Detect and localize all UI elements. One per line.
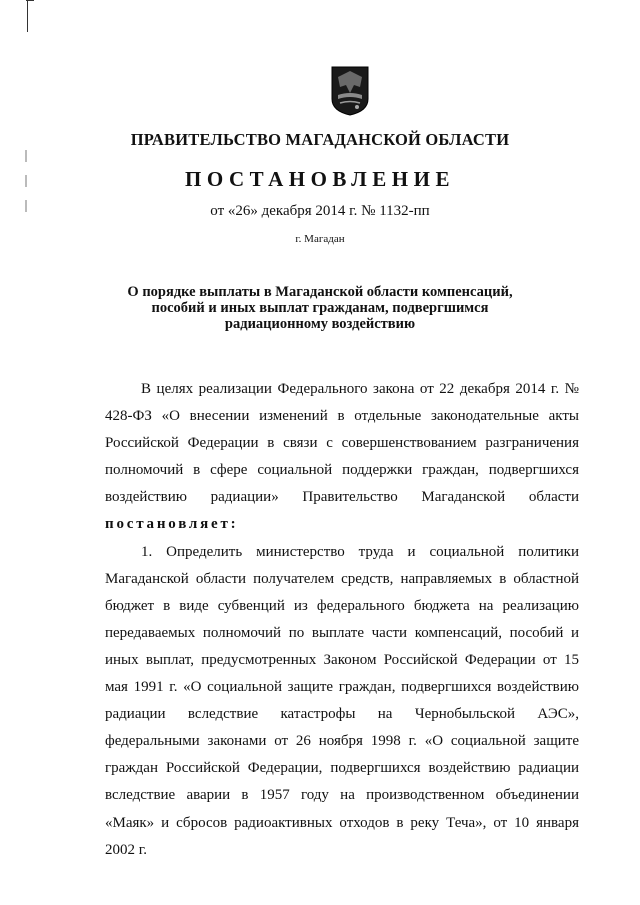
preamble-text: В целях реализации Федерального закона от 22 декабря 2014 г. № 428-ФЗ «О внесении изменений в отдельные законодательные акты Российской Федерации в связи с совершенствованием разграничения полномочий в сфере социальной поддержки граждан, подвергшихся воздействию радиации» Правительство Магаданской области bbox=[105, 381, 579, 506]
document-date-number: от «26» декабря 2014 г. № 1132-пп bbox=[210, 203, 430, 219]
subject-line: пособий и иных выплат гражданам, подвергшимся bbox=[151, 300, 489, 316]
subject-line: радиационному воздействию bbox=[224, 316, 416, 332]
document-city: г. Магадан bbox=[295, 233, 345, 245]
margin-tick bbox=[26, 0, 34, 1]
document-subject bbox=[0, 284, 640, 332]
document-type: ПОСТАНОВЛЕНИЕ bbox=[185, 167, 455, 191]
preamble-paragraph bbox=[105, 376, 579, 539]
margin-line bbox=[27, 0, 28, 32]
document-body bbox=[105, 376, 579, 864]
government-title: ПРАВИТЕЛЬСТВО МАГАДАНСКОЙ ОБЛАСТИ bbox=[130, 130, 510, 149]
item-1-paragraph: 1. Определить министерство труда и социальной политики Магаданской области получателем средств, направляемых в областной бюджет в виде субвенций из федерального бюджета на реализацию передаваемых полномочий по выплате части компенсаций, пособий и иных выплат, предусмотренных Законом Российской Федерации от 15 мая 1991 г. «О социальной защите граждан, подвергшихся воздействию радиации вследствие катастрофы на Чернобыльской АЭС», федеральными законами от 26 ноября 1998 г. «О социальной защите граждан Российской Федерации, подвергшихся воздействию радиации вследствие аварии в 1957 году на производственном объединении «Маяк» и сбросов радиоактивных отходов в реку Теча», от 10 января 2002 г. bbox=[105, 543, 579, 858]
subject-line: О порядке выплаты в Магаданской области компенсаций, bbox=[127, 284, 513, 300]
resolves-word: постановляет: bbox=[105, 516, 239, 533]
magadan-coat-of-arms-icon bbox=[330, 65, 370, 117]
margin-mark bbox=[25, 150, 27, 162]
